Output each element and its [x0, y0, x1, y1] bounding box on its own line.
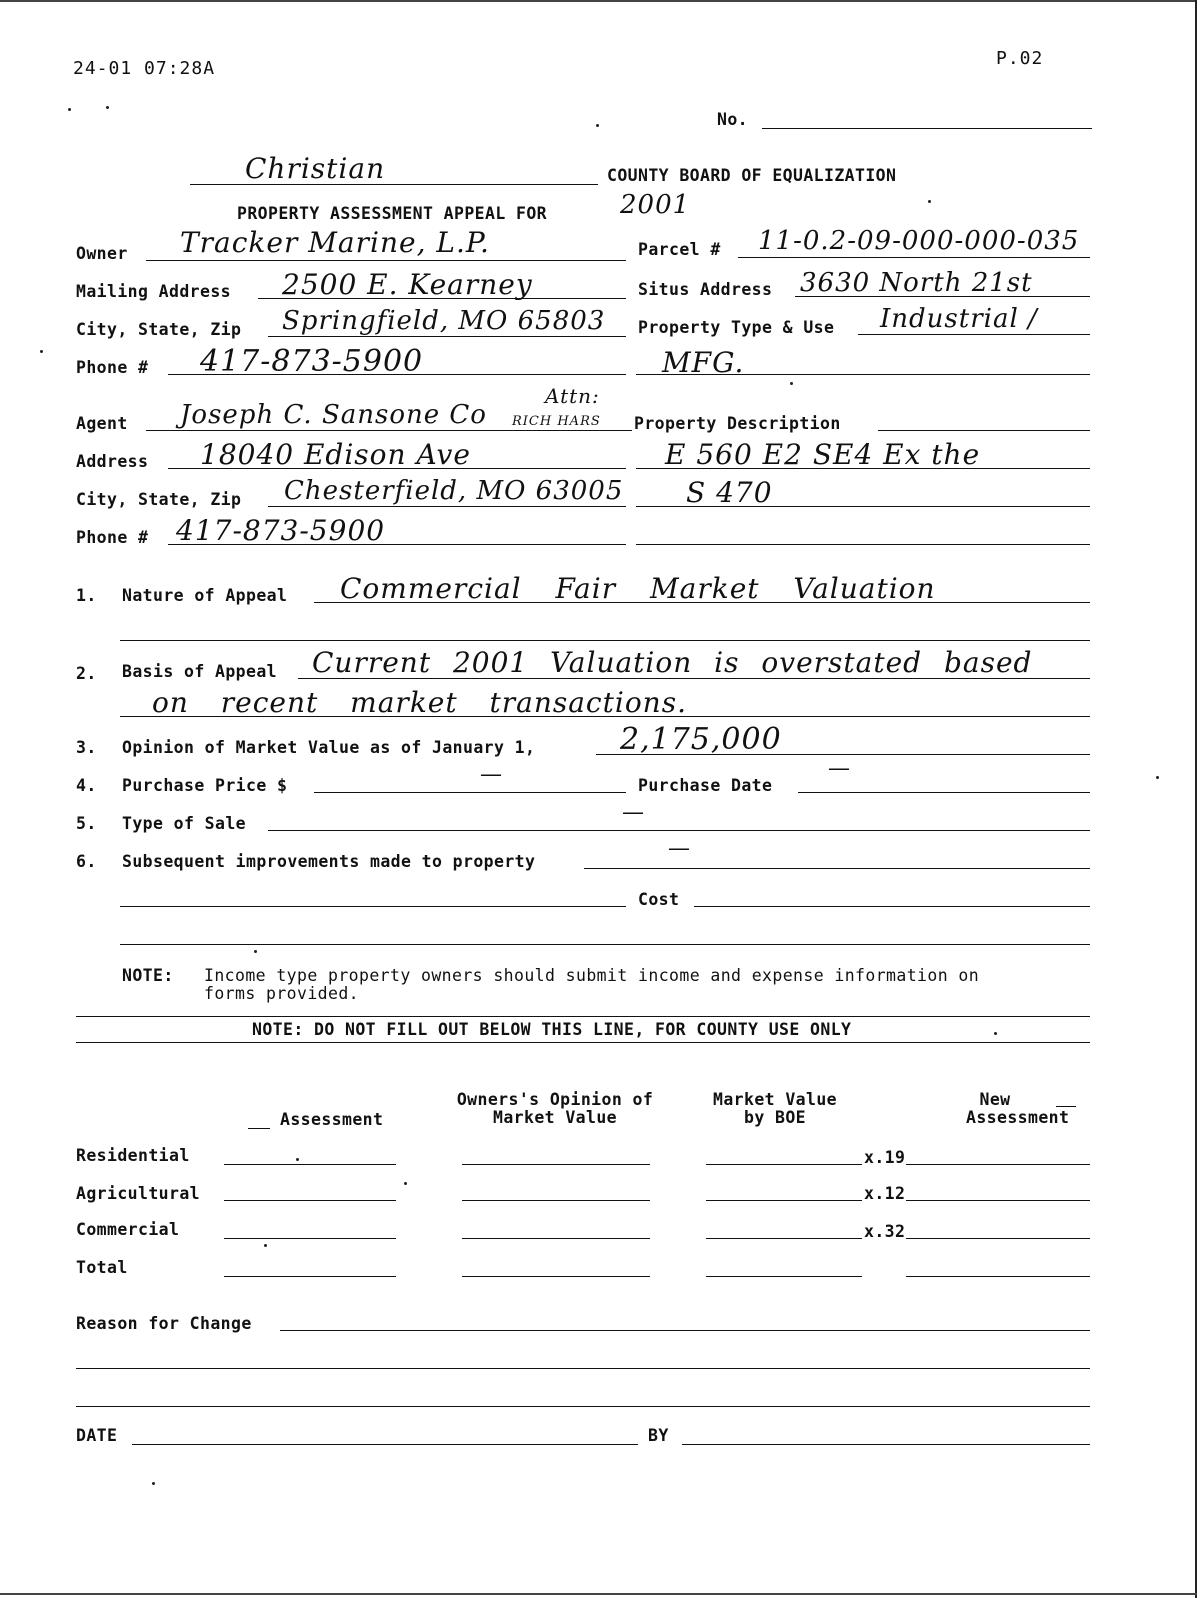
commercial-factor: x.32 [864, 1222, 906, 1241]
page-border-bottom [0, 1593, 1197, 1595]
property-description-label: Property Description [634, 414, 841, 433]
county-use-divider-top [76, 1016, 1090, 1017]
property-description-field-3[interactable] [636, 506, 1090, 507]
reason-for-change-field-2[interactable] [76, 1368, 1090, 1369]
reason-for-change-field[interactable] [280, 1330, 1090, 1331]
fax-timestamp: 24-01 07:28A [73, 58, 216, 79]
owner-city-state-zip-value: Springfield, MO 65803 [282, 306, 606, 336]
agent-address-field[interactable] [168, 468, 626, 469]
agent-contact-value: RICH HARS [512, 414, 601, 429]
opinion-market-value-value: 2,175,000 [620, 722, 782, 757]
property-description-field-2[interactable] [636, 468, 1090, 469]
scan-speck [1156, 776, 1159, 779]
by-field[interactable] [682, 1444, 1090, 1445]
residential-factor: x.19 [864, 1148, 906, 1167]
agricultural-factor: x.12 [864, 1184, 906, 1203]
property-description-line-1: E 560 E2 SE4 Ex the [665, 438, 981, 471]
commercial-assessment-field[interactable] [224, 1238, 396, 1239]
q5-number: 5. [76, 814, 97, 833]
type-of-sale-field[interactable] [268, 830, 1090, 831]
appeal-year-value: 2001 [620, 190, 691, 220]
reason-for-change-field-3[interactable] [76, 1406, 1090, 1407]
commercial-market-value-field[interactable] [706, 1238, 862, 1239]
residential-new-assessment-field[interactable] [906, 1164, 1090, 1165]
scan-speck [40, 350, 43, 353]
agent-city-state-zip-label: City, State, Zip [76, 490, 242, 509]
basis-of-appeal-field[interactable] [298, 678, 1090, 679]
new-assessment-header-line-1: New [979, 1090, 1011, 1109]
page-border-right [1195, 0, 1197, 1598]
agent-phone-field[interactable] [168, 544, 626, 545]
property-description-field-4[interactable] [636, 544, 1090, 545]
agent-city-state-zip-value: Chesterfield, MO 63005 [284, 476, 624, 506]
subsequent-improvements-field-2[interactable] [120, 906, 626, 907]
property-type-label: Property Type & Use [638, 318, 835, 337]
agent-address-label: Address [76, 452, 149, 471]
reason-for-change-label: Reason for Change [76, 1314, 252, 1333]
purchase-date-label: Purchase Date [638, 776, 773, 795]
basis-of-appeal-value-2: on recent market transactions. [152, 686, 687, 719]
owner-phone-label: Phone # [76, 358, 149, 377]
cost-label: Cost [638, 890, 680, 909]
agent-city-state-zip-field[interactable] [268, 506, 626, 507]
q6-number: 6. [76, 852, 97, 871]
county-name-value: Christian [245, 152, 386, 185]
property-type-value: Industrial / [880, 304, 1038, 334]
mailing-address-field[interactable] [258, 298, 626, 299]
q1-number: 1. [76, 586, 97, 605]
residential-row-label: Residential [76, 1146, 190, 1165]
type-of-sale-label: Type of Sale [122, 814, 247, 833]
agricultural-new-assessment-field[interactable] [906, 1200, 1090, 1201]
q3-number: 3. [76, 738, 97, 757]
note-label: NOTE: [122, 966, 174, 985]
parcel-field[interactable] [738, 257, 1090, 258]
q2-number: 2. [76, 664, 97, 683]
scan-speck [994, 1032, 997, 1035]
q4-number: 4. [76, 776, 97, 795]
owner-label: Owner [76, 244, 128, 263]
owner-value: Tracker Marine, L.P. [180, 226, 490, 259]
total-assessment-field[interactable] [224, 1276, 396, 1277]
note-text-line-2: forms provided. [204, 984, 360, 1003]
subsequent-improvements-value: — [668, 836, 691, 861]
agent-phone-value: 417-873-5900 [176, 514, 386, 547]
owner-opinion-header-line-2: Market Value [492, 1108, 617, 1127]
by-label: BY [648, 1426, 669, 1445]
nature-of-appeal-field-2[interactable] [120, 640, 1090, 641]
mailing-address-label: Mailing Address [76, 282, 232, 301]
nature-of-appeal-field[interactable] [314, 602, 1090, 603]
residential-market-value-field[interactable] [706, 1164, 862, 1165]
residential-assessment-field[interactable] [224, 1164, 396, 1165]
parcel-value: 11-0.2-09-000-000-035 [758, 226, 1080, 256]
appeal-title: PROPERTY ASSESSMENT APPEAL FOR [237, 204, 548, 223]
opinion-market-value-label: Opinion of Market Value as of January 1, [122, 738, 536, 757]
situs-address-field[interactable] [795, 296, 1090, 297]
mailing-address-value: 2500 E. Kearney [282, 268, 533, 301]
owner-field[interactable] [146, 260, 626, 261]
type-of-sale-value: — [622, 800, 645, 825]
owner-city-state-zip-field[interactable] [268, 336, 626, 337]
basis-of-appeal-label: Basis of Appeal [122, 662, 278, 681]
property-use-value: MFG. [662, 346, 745, 379]
cost-field[interactable] [694, 906, 1090, 907]
agricultural-market-value-field[interactable] [706, 1200, 862, 1201]
basis-of-appeal-value-1: Current 2001 Valuation is overstated based [312, 646, 1033, 679]
date-field[interactable] [132, 1444, 638, 1445]
agricultural-assessment-field[interactable] [224, 1200, 396, 1201]
agent-phone-label: Phone # [76, 528, 149, 547]
situs-address-value: 3630 North 21st [800, 268, 1033, 298]
market-value-header-line-2: by BOE [743, 1108, 806, 1127]
basis-of-appeal-field-2[interactable] [120, 716, 1090, 717]
scan-speck [928, 200, 931, 203]
assessment-header-blank [248, 1128, 270, 1129]
property-description-line-2: S 470 [686, 476, 773, 509]
date-label: DATE [76, 1426, 118, 1445]
owner-phone-value: 417-873-5900 [200, 344, 424, 379]
purchase-date-field[interactable] [798, 792, 1090, 793]
scan-speck [152, 1482, 155, 1485]
new-assessment-header-blank [1056, 1106, 1076, 1107]
nature-of-appeal-label: Nature of Appeal [122, 586, 288, 605]
agent-value: Joseph C. Sansone Co [180, 400, 487, 430]
subsequent-improvements-field[interactable] [584, 868, 1090, 869]
scan-speck [106, 106, 109, 109]
total-owner-opinion-field[interactable] [462, 1276, 650, 1277]
agent-field[interactable] [146, 430, 632, 431]
opinion-market-value-field[interactable] [596, 754, 1090, 755]
scan-speck [264, 1244, 267, 1247]
residential-owner-opinion-field[interactable] [462, 1164, 650, 1165]
county-name-field[interactable] [190, 184, 598, 185]
scan-speck [296, 1158, 299, 1161]
purchase-date-value: — [828, 756, 851, 781]
fax-page-number: P.02 [996, 48, 1044, 69]
commercial-new-assessment-field[interactable] [906, 1238, 1090, 1239]
scan-speck [596, 124, 599, 127]
agent-label: Agent [76, 414, 128, 433]
property-type-field[interactable] [858, 334, 1090, 335]
property-type-field-2[interactable] [636, 374, 1090, 375]
total-new-assessment-field[interactable] [906, 1276, 1090, 1277]
purchase-price-label: Purchase Price $ [122, 776, 288, 795]
subsequent-improvements-field-3[interactable] [120, 944, 1090, 945]
note-text-line-1: Income type property owners should submit income and expense information on [204, 966, 980, 985]
subsequent-improvements-label: Subsequent improvements made to property [122, 852, 536, 871]
form-number-label: No. [717, 110, 749, 129]
market-value-header-line-1: Market Value [712, 1090, 837, 1109]
page-border-top [0, 0, 1197, 2]
agent-address-value: 18040 Edison Ave [200, 438, 471, 471]
purchase-price-field[interactable] [314, 792, 626, 793]
nature-of-appeal-value: Commercial Fair Market Valuation [340, 572, 936, 605]
county-use-divider-bottom [76, 1042, 1090, 1043]
situs-address-label: Situs Address [638, 280, 773, 299]
total-market-value-field[interactable] [706, 1276, 862, 1277]
owner-city-state-zip-label: City, State, Zip [76, 320, 242, 339]
owner-opinion-header-line-1: Owners's Opinion of [456, 1090, 654, 1109]
assessment-column-header: Assessment [280, 1110, 384, 1129]
purchase-price-value: — [480, 762, 503, 787]
scan-speck [404, 1182, 407, 1185]
board-title: COUNTY BOARD OF EQUALIZATION [607, 166, 897, 185]
property-description-field[interactable] [878, 430, 1090, 431]
parcel-label: Parcel # [638, 240, 721, 259]
owner-phone-field[interactable] [168, 374, 626, 375]
new-assessment-header-line-2: Assessment [966, 1108, 1070, 1127]
commercial-owner-opinion-field[interactable] [462, 1238, 650, 1239]
attn-note: Attn: [545, 384, 600, 408]
agricultural-owner-opinion-field[interactable] [462, 1200, 650, 1201]
scan-speck [68, 108, 71, 111]
scan-speck [790, 382, 793, 385]
scan-speck [254, 950, 257, 953]
form-number-field[interactable] [762, 128, 1092, 129]
county-use-only-note: NOTE: DO NOT FILL OUT BELOW THIS LINE, FOR COUNTY USE ONLY [252, 1020, 852, 1039]
commercial-row-label: Commercial [76, 1220, 180, 1239]
total-row-label: Total [76, 1258, 128, 1277]
agricultural-row-label: Agricultural [76, 1184, 201, 1203]
